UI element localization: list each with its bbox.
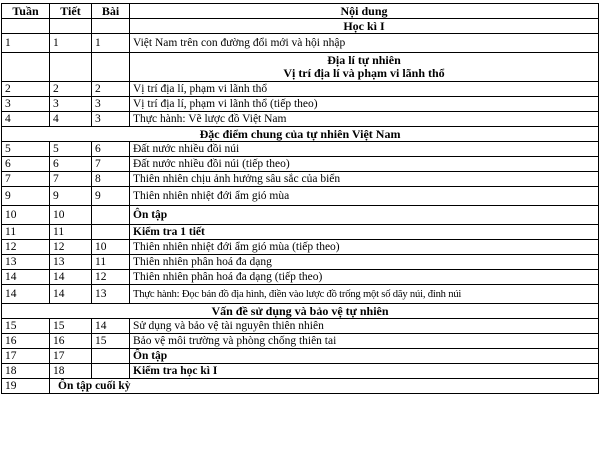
document-page (1, 3, 599, 394)
cell-bai: 12 (92, 270, 130, 285)
cell-tiet: 17 (50, 349, 92, 364)
cell-noi-dung: Đất nước nhiều đồi núi (tiếp theo) (130, 157, 599, 172)
cell-tiet: 7 (50, 172, 92, 187)
section-row (2, 19, 599, 34)
cell-noi-dung: Vị trí địa lí, phạm vi lãnh thổ (130, 82, 599, 97)
col-header-noi-dung: Nội dung (130, 4, 599, 19)
cell-tuan: 4 (2, 112, 50, 127)
table-row (2, 364, 599, 379)
cell-tuan: 13 (2, 255, 50, 270)
section-row (2, 304, 599, 319)
table-row (2, 142, 599, 157)
cell-tiet: 16 (50, 334, 92, 349)
cell-noi-dung: Thiên nhiên phân hoá đa dạng (tiếp theo) (130, 270, 599, 285)
cell-bai: 2 (92, 82, 130, 97)
cell-noi-dung: Ôn tập (130, 349, 599, 364)
cell-bai (92, 364, 130, 379)
cell-tiet: 13 (50, 255, 92, 270)
table-row (2, 285, 599, 304)
table-row (2, 82, 599, 97)
cell-tuan: 17 (2, 349, 50, 364)
cell-tuan: 15 (2, 319, 50, 334)
cell-noi-dung: Thiên nhiên phân hoá đa dạng (130, 255, 599, 270)
cell-bai: 14 (92, 319, 130, 334)
cell-tiet: 5 (50, 142, 92, 157)
col-header-tuan: Tuần (2, 4, 50, 19)
cell-tiet: 14 (50, 285, 92, 304)
cell-bai (92, 206, 130, 225)
section-row (2, 127, 599, 142)
cell-tuan: 12 (2, 240, 50, 255)
cell-tuan: 5 (2, 142, 50, 157)
table-row (2, 34, 599, 53)
table-row (2, 157, 599, 172)
cell-bai: 7 (92, 157, 130, 172)
section-title: Học kì I (130, 19, 599, 34)
table-row (2, 349, 599, 364)
cell-tuan: 11 (2, 225, 50, 240)
section-title (130, 53, 599, 82)
table-row (2, 187, 599, 206)
cell-bai: 15 (92, 334, 130, 349)
cell-noi-dung: Thiên nhiên chịu ảnh hưởng sâu sắc của biển (130, 172, 599, 187)
cell-tuan: 14 (2, 285, 50, 304)
table-row (2, 112, 599, 127)
section-title-line: Vị trí địa lí và phạm vi lãnh thổ (283, 66, 445, 80)
cell-tiet: 15 (50, 319, 92, 334)
table-row (2, 97, 599, 112)
section-title-line: Địa lí tự nhiên (327, 53, 401, 67)
cell-tiet: 1 (50, 34, 92, 53)
cell-bai: 1 (92, 34, 130, 53)
cell-tuan: 6 (2, 157, 50, 172)
cell-tuan: 14 (2, 270, 50, 285)
cell-tiet: 11 (50, 225, 92, 240)
cell-noi-dung: Kiểm tra 1 tiết (130, 225, 599, 240)
cell-tiet: 9 (50, 187, 92, 206)
cell-tiet: 3 (50, 97, 92, 112)
cell-tiet: 18 (50, 364, 92, 379)
cell-tiet: 14 (50, 270, 92, 285)
section-title: Đặc điểm chung của tự nhiên Việt Nam (2, 127, 599, 142)
cell-noi-dung: Việt Nam trên con đường đổi mới và hội nhập (130, 34, 599, 53)
cell-bai: 9 (92, 187, 130, 206)
cell-noi-dung: Thiên nhiên nhiệt đới ẩm gió mùa (tiếp theo) (130, 240, 599, 255)
col-header-bai: Bài (92, 4, 130, 19)
table-row (2, 270, 599, 285)
cell-bai: 10 (92, 240, 130, 255)
cell-tiet: 6 (50, 157, 92, 172)
header-row (2, 4, 599, 19)
cell-noi-dung: Kiểm tra học kì I (130, 364, 599, 379)
col-header-tiet: Tiết (50, 4, 92, 19)
cell-tiet: 12 (50, 240, 92, 255)
cell-noi-dung: Bảo vệ môi trường và phòng chống thiên tai (130, 334, 599, 349)
cell-bai (92, 225, 130, 240)
table-row (2, 225, 599, 240)
cell-bai: 3 (92, 112, 130, 127)
cell-noi-dung: Ôn tập cuối kỳ (50, 379, 599, 394)
cell-tuan: 18 (2, 364, 50, 379)
table-row (2, 255, 599, 270)
cell-bai: 11 (92, 255, 130, 270)
table-row (2, 379, 599, 394)
cell-tuan: 2 (2, 82, 50, 97)
cell-tiet: 2 (50, 82, 92, 97)
cell-tuan: 16 (2, 334, 50, 349)
cell-noi-dung: Thiên nhiên nhiệt đới ẩm gió mùa (130, 187, 599, 206)
table-row (2, 206, 599, 225)
cell-noi-dung: Sử dụng và bảo vệ tài nguyên thiên nhiên (130, 319, 599, 334)
cell-noi-dung: Ôn tập (130, 206, 599, 225)
cell-noi-dung: Đất nước nhiều đồi núi (130, 142, 599, 157)
cell-tuan: 19 (2, 379, 50, 394)
cell-noi-dung: Thực hành: Vẽ lược đồ Việt Nam (130, 112, 599, 127)
cell-tuan: 1 (2, 34, 50, 53)
section-row (2, 53, 599, 82)
cell-bai: 13 (92, 285, 130, 304)
cell-bai: 3 (92, 97, 130, 112)
table-row (2, 319, 599, 334)
cell-bai (92, 349, 130, 364)
table-row (2, 240, 599, 255)
curriculum-table (1, 3, 599, 394)
cell-bai: 8 (92, 172, 130, 187)
cell-tiet: 10 (50, 206, 92, 225)
cell-tuan: 9 (2, 187, 50, 206)
cell-tuan: 10 (2, 206, 50, 225)
cell-noi-dung: Thực hành: Đọc bản đồ địa hình, điền vào lược đồ trống một số dãy núi, đỉnh núi (130, 285, 599, 304)
cell-noi-dung: Vị trí địa lí, phạm vi lãnh thổ (tiếp theo) (130, 97, 599, 112)
cell-tiet: 4 (50, 112, 92, 127)
cell-tuan: 3 (2, 97, 50, 112)
table-row (2, 334, 599, 349)
table-row (2, 172, 599, 187)
cell-bai: 6 (92, 142, 130, 157)
cell-tuan: 7 (2, 172, 50, 187)
section-title: Vấn đề sử dụng và bảo vệ tự nhiên (2, 304, 599, 319)
